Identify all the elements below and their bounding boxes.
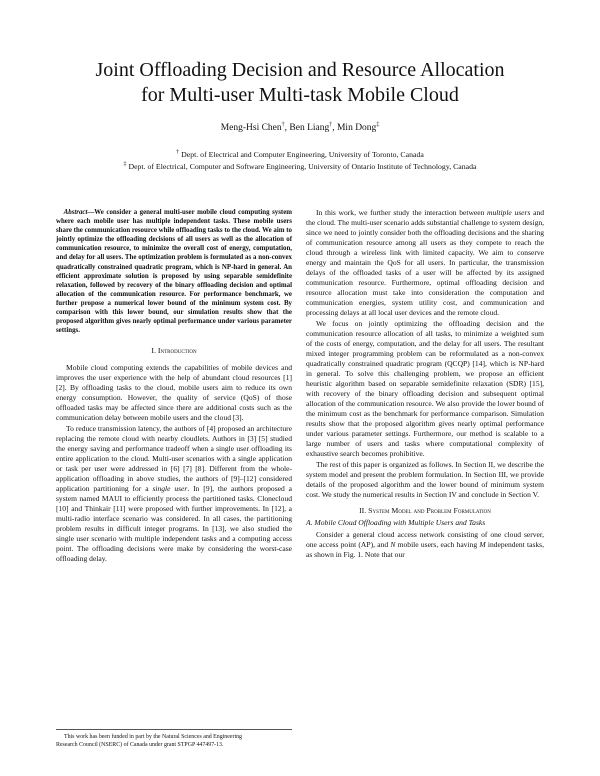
intro-paragraph-2-a: To reduce transmission latency, the authors of [4] proposed an architecture replacing the remote cloud with nearby cloudlets. Authors in [3] [5] studied the energy saving and performance tradeoff when a single user offloading its entire application to the cloud. Multi-user scenarios with a single application or task per user were addressed in [6] [7] [8]. Different from the whole-application offloading in above studies, the authors of [9]–[12] considered application partitioning for a bbox=[56, 424, 292, 494]
intro-paragraph-3 bbox=[306, 208, 544, 318]
title-line-2: for Multi-user Multi-task Mobile Cloud bbox=[141, 84, 459, 106]
intro-paragraph-2 bbox=[56, 424, 292, 564]
author-3-mark: ‡ bbox=[376, 121, 380, 128]
section-heading-system-model: II. System Model and Problem Formulation bbox=[359, 506, 491, 515]
title-line-1: Joint Offloading Decision and Resource Allocation bbox=[95, 59, 505, 81]
math-m: M bbox=[479, 540, 486, 549]
author-3: Min Dong bbox=[336, 123, 377, 133]
abstract-lead: Abstract bbox=[63, 209, 88, 216]
left-column bbox=[56, 208, 292, 565]
intro-paragraph-2-emphasis: single user bbox=[152, 484, 188, 494]
intro-paragraph-4: We focus on jointly optimizing the offloading decision and the communication resource allocation of all tasks, to minimize a weighted sum of the costs of energy, computation, and the delay for all users. The resultant mixed integer programming problem can be reformulated as a non-convex quadratically constrained quadratic program (QCQP) [14], which is NP-hard in general. To solve this challenging problem, we propose an efficient heuristic algorithm based on separable semidefinite relaxation (SDR) [15], with recovery of the binary offloading decision and subsequent optimal allocation of the communication resource. We also provide the lower bound of the minimum cost as the benchmark for performance comparison. Simulation results show that the proposed algorithm gives nearly optimal performance under various parameter settings. Furthermore, our method is scalable to a large number of users and tasks where computational complexity of exhaustive search becomes prohibitive. bbox=[306, 319, 544, 458]
section-heading-introduction: I. Introduction bbox=[151, 346, 197, 356]
author-1-mark: † bbox=[281, 121, 285, 128]
intro-paragraph-3-a: In this work, we further study the interaction between bbox=[316, 208, 488, 217]
affiliation-1 bbox=[20, 150, 580, 160]
model-paragraph-1-a: Consider a general cloud access network consisting of one cloud server, one access point (AP), and bbox=[306, 530, 544, 549]
author-2: Ben Liang bbox=[289, 123, 330, 133]
affiliation-2 bbox=[20, 162, 580, 172]
author-list: Meng-Hsi Chen†, Ben Liang†, Min Dong‡ bbox=[220, 121, 380, 133]
author-1: Meng-Hsi Chen bbox=[220, 123, 282, 133]
math-n: N bbox=[390, 540, 396, 549]
author-2-mark: † bbox=[329, 121, 333, 128]
intro-paragraph-5: The rest of this paper is organized as follows. In Section II, we describe the system model and present the problem formulation. In Section III, we provide details of the proposed algorithm and the lower bound of minimum system cost. We study the numerical results in Section IV and conclude in Section V. bbox=[306, 460, 544, 499]
intro-paragraph-3-b: and the cloud. The multi-user scenario adds substantial challenge to system design, since we need to jointly consider both the offloading decisions and the sharing of communication resource among all users as they compete to reach the cloud through a wireless link with limited capacity. We aim to conserve energy and maintain the QoS for all users. In particular, the transmission delays of the offloaded tasks of a user will be affected by its assigned communication resource. Furthermore, optimal offloading decision and resource allocation must take into consideration the computation and communication energies, system utility cost, and communication and processing delays at all local user devices and the remote cloud. bbox=[306, 208, 544, 317]
model-paragraph-1-c: independent tasks, as shown in Fig. 1. Note that our bbox=[306, 540, 544, 559]
affiliation-2-text: Dept. of Electrical, Computer and Software Engineering, University of Ontario Institute of Technology, Canada bbox=[128, 162, 477, 171]
intro-paragraph-2-b: . In [9], the authors proposed a system named MAUI to efficiently process the partitioned tasks. Clonecloud [10] and Thinkair [11] were proposed with further improvements. In [12], a multi-radio interface scenario was considered. In all cases, the partitioning problem results in difficult integer programs. In [13], we also studied the single user scenario with multiple independent tasks and a computing access point. The offloading decisions were make by considering the worst-case offloading delay. bbox=[56, 484, 292, 564]
funding-footnote bbox=[56, 729, 292, 749]
intro-paragraph-1: Mobile cloud computing extends the capabilities of mobile devices and improves the user experience with the help of abundant cloud resources [1] [2]. By offloading tasks to the cloud, mobile users aim to reduce its own energy consumption. However, the quality of service (QoS) of those offloaded tasks may be affected since there are additional costs such as the communication delay between mobile users and the cloud [3]. bbox=[56, 363, 292, 423]
paper-title bbox=[40, 58, 560, 108]
model-paragraph-1-b: mobile users, each having bbox=[395, 540, 480, 549]
affiliation-1-mark: † bbox=[176, 149, 180, 156]
subsection-heading-a: A. Mobile Cloud Offloading with Multiple Users and Tasks bbox=[306, 518, 486, 527]
model-paragraph-1 bbox=[306, 530, 544, 560]
abstract bbox=[56, 208, 292, 335]
intro-paragraph-3-emphasis: multiple users bbox=[487, 208, 531, 217]
abstract-text: —We consider a general multi-user mobile cloud computing system where each mobile user has multiple independent tasks. These mobile users share the communication resource while offloading tasks to the cloud. We aim to jointly optimize the offloading decisions of all users as well as the allocation of communication resource, to minimize the overall cost of energy, computation, and delay for all users. The optimization problem is formulated as a non-convex quadratically constrained quadratic program, which is NP-hard in general. An efficient approximate solution is proposed by using separable semidefinite relaxation, followed by recovery of the binary offloading decision and optimal allocation of the communication resource. For performance benchmark, we further propose a numerical lower bound of the minimum system cost. By comparison with this lower bound, our simulation results show that the proposed algorithm gives nearly optimal performance under various parameter settings. bbox=[56, 209, 292, 335]
footnote-line-1: This work has been funded in part by the Natural Sciences and Engineering bbox=[64, 734, 242, 740]
affiliation-1-text: Dept. of Electrical and Computer Engineering, University of Toronto, Canada bbox=[181, 150, 424, 159]
affiliation-2-mark: ‡ bbox=[123, 161, 127, 168]
footnote-line-2: Research Council (NSERC) of Canada under grant STPGP 447497-13. bbox=[56, 742, 224, 748]
right-column bbox=[306, 208, 544, 561]
